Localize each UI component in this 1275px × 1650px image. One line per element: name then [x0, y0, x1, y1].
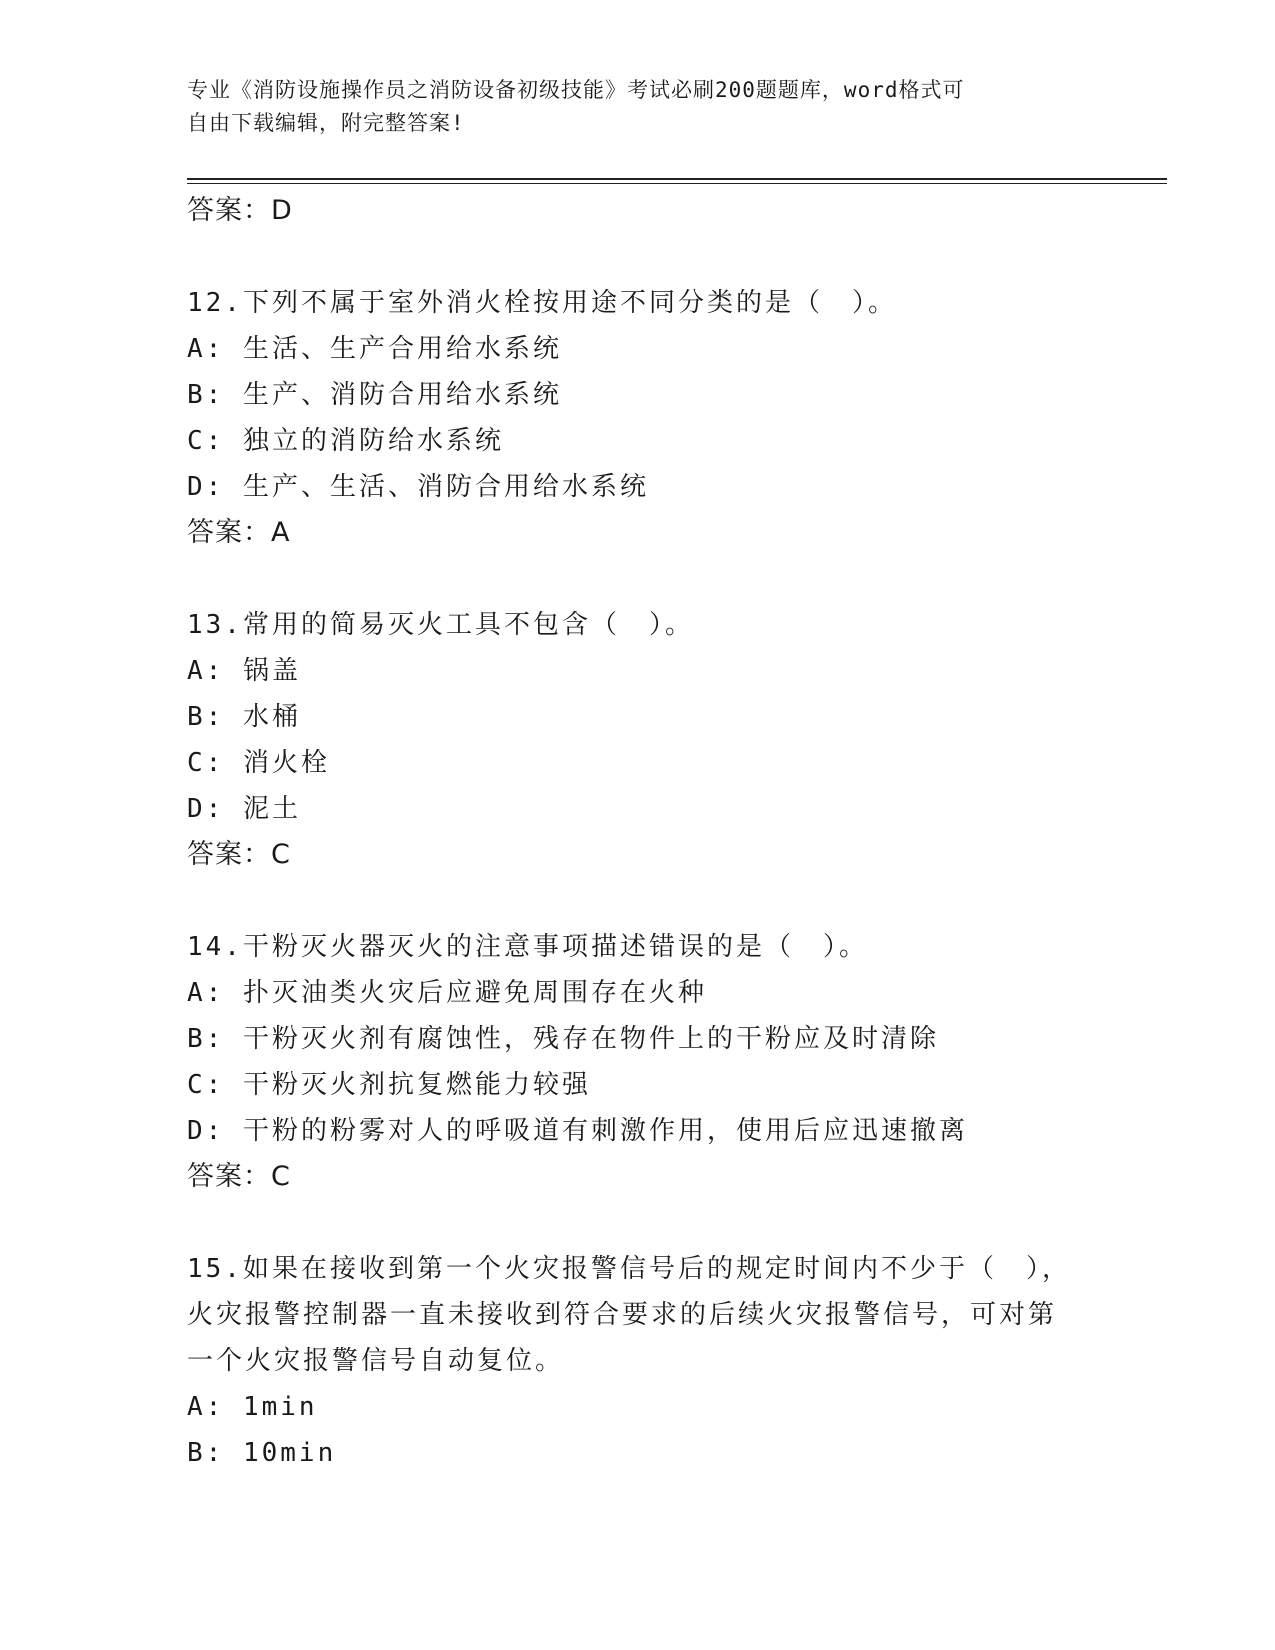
question-15 — [187, 1246, 1167, 1476]
option-d: D: 生产、生活、消防合用给水系统 — [187, 472, 649, 502]
option-d: D: 干粉的粉雾对人的呼吸道有刺激作用，使用后应迅速撤离 — [187, 1116, 968, 1146]
option-a: A: 生活、生产合用给水系统 — [187, 334, 562, 364]
option-a: A: 1min — [187, 1392, 318, 1422]
question-stem: 13.常用的简易灭火工具不包含（ ）。 — [187, 610, 694, 640]
question-stem-line-2: 火灾报警控制器一直未接收到符合要求的后续火灾报警信号，可对第 — [187, 1300, 1058, 1330]
question-stem-line-3: 一个火灾报警信号自动复位。 — [187, 1346, 565, 1376]
option-c: C: 消火栓 — [187, 748, 330, 778]
question-13 — [187, 602, 1167, 878]
question-12 — [187, 280, 1167, 556]
header-divider-thin — [187, 183, 1167, 184]
document-header — [187, 74, 1067, 140]
option-b: B: 干粉灭火剂有腐蚀性，残存在物件上的干粉应及时清除 — [187, 1024, 939, 1054]
question-stem: 14.干粉灭火器灭火的注意事项描述错误的是（ ）。 — [187, 932, 868, 962]
option-a: A: 扑灭油类火灾后应避免周围存在火种 — [187, 978, 707, 1008]
header-divider-thick — [187, 178, 1167, 180]
question-14 — [187, 924, 1167, 1200]
question-list — [187, 188, 1167, 1476]
option-c: C: 干粉灭火剂抗复燃能力较强 — [187, 1070, 591, 1100]
answer-line: 答案：C — [187, 839, 291, 870]
header-line-1: 专业《消防设施操作员之消防设备初级技能》考试必刷200题题库，word格式可 — [187, 78, 965, 102]
answer-line: 答案：A — [187, 517, 291, 548]
question-stem-line-1: 15.如果在接收到第一个火灾报警信号后的规定时间内不少于（ ）， — [187, 1254, 1071, 1284]
option-c: C: 独立的消防给水系统 — [187, 426, 504, 456]
option-b: B: 水桶 — [187, 702, 301, 732]
header-line-2: 自由下载编辑，附完整答案! — [187, 111, 465, 135]
answer-line: 答案：C — [187, 1161, 291, 1192]
option-b: B: 10min — [187, 1438, 337, 1468]
option-d: D: 泥土 — [187, 794, 301, 824]
option-a: A: 锅盖 — [187, 656, 301, 686]
question-stem: 12.下列不属于室外消火栓按用途不同分类的是（ ）。 — [187, 288, 897, 318]
answer-line: 答案：D — [187, 195, 293, 226]
option-b: B: 生产、消防合用给水系统 — [187, 380, 562, 410]
